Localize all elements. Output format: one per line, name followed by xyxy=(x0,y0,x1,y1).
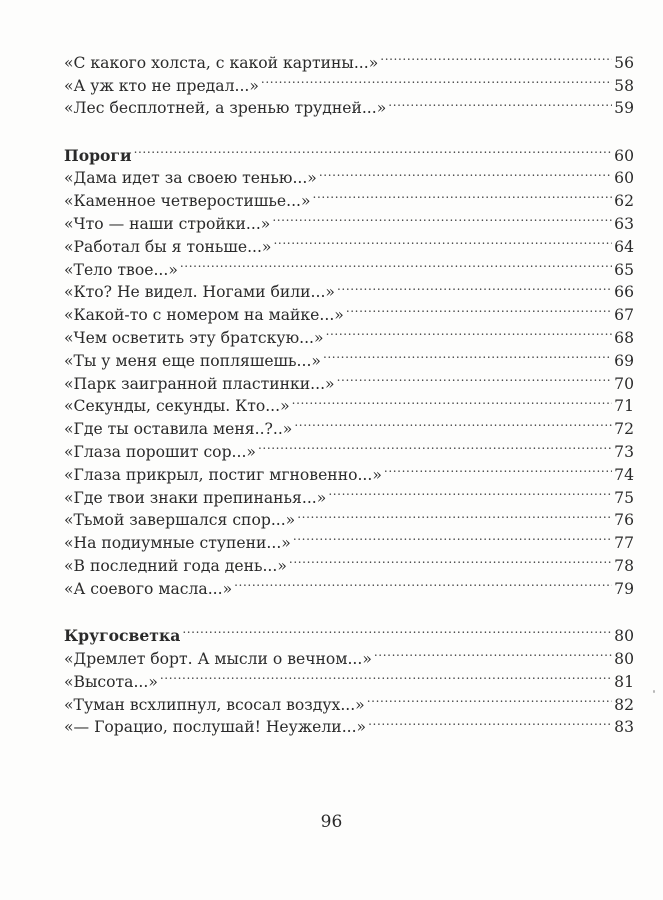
entry-title: «Тьмой завершался спор...» xyxy=(64,511,296,530)
leader-dots xyxy=(313,183,612,206)
section-heading xyxy=(64,138,634,165)
entry-page-number: 79 xyxy=(614,579,634,598)
leader-dots xyxy=(258,434,612,457)
table-of-contents xyxy=(64,45,634,737)
leader-dots xyxy=(134,138,612,161)
entry-page-number: 82 xyxy=(614,695,634,714)
leader-dots xyxy=(388,91,612,114)
leader-dots xyxy=(289,548,612,571)
entry-page-number: 59 xyxy=(614,99,634,118)
entry-title: «С какого холста, с какой картины...» xyxy=(64,53,379,72)
leader-dots xyxy=(293,525,612,548)
entry-title: «Туман всхлипнул, всосал воздух...» xyxy=(64,695,365,714)
entry-page-number: 64 xyxy=(614,237,634,256)
leader-dots xyxy=(294,411,612,434)
toc-section-krugosvetka xyxy=(64,618,634,737)
entry-title: «Каменное четверостишье...» xyxy=(64,192,311,211)
entry-title: «Секунды, секунды. Кто...» xyxy=(64,397,290,416)
entry-title: «Чем осветить эту братскую...» xyxy=(64,329,324,348)
entry-title: «Дама идет за своею тенью...» xyxy=(64,169,317,188)
entry-page-number: 66 xyxy=(614,283,634,302)
section-heading xyxy=(64,618,634,646)
section-heading-title: Пороги xyxy=(64,145,132,165)
leader-dots xyxy=(384,457,612,480)
entry-title: «На подиумные ступени...» xyxy=(64,534,291,553)
entry-page-number: 67 xyxy=(614,306,634,325)
leader-dots xyxy=(182,618,612,641)
leader-dots xyxy=(337,275,612,298)
toc-section-porogi xyxy=(64,138,634,598)
leader-dots xyxy=(292,389,612,412)
entry-title: «А уж кто не предал...» xyxy=(64,76,259,95)
entry-page-number: 71 xyxy=(614,397,634,416)
entry-title: «Какой-то с номером на майке...» xyxy=(64,306,344,325)
toc-entry xyxy=(64,45,634,72)
entry-title: «Ты у меня еще попляшешь...» xyxy=(64,351,321,370)
section-heading-title: Кругосветка xyxy=(64,626,181,646)
entry-title: «— Горацио, послушай! Неужели...» xyxy=(64,718,367,737)
entry-page-number: 76 xyxy=(614,511,634,530)
leader-dots xyxy=(326,320,612,343)
entry-title: «Что — наши стройки...» xyxy=(64,215,271,234)
entry-page-number: 72 xyxy=(614,420,634,439)
entry-page-number: 78 xyxy=(614,557,634,576)
entry-page-number: 83 xyxy=(614,718,634,737)
entry-page-number: 63 xyxy=(614,215,634,234)
entry-title: «Глаза порошит сор...» xyxy=(64,443,256,462)
entry-page-number: 68 xyxy=(614,329,634,348)
section-heading-page-number: 80 xyxy=(614,627,634,646)
entry-page-number: 62 xyxy=(614,192,634,211)
leader-dots xyxy=(261,68,612,91)
entry-page-number: 70 xyxy=(614,374,634,393)
entry-title: «В последний года день...» xyxy=(64,557,287,576)
entry-title: «Лес бесплотней, а зренью трудней...» xyxy=(64,99,387,118)
entry-title: «Дремлет борт. А мысли о вечном...» xyxy=(64,649,372,668)
paper-speck xyxy=(653,690,655,693)
leader-dots xyxy=(160,664,612,687)
leader-dots xyxy=(319,161,612,184)
entry-page-number: 60 xyxy=(614,169,634,188)
entry-title: «Глаза прикрыл, постиг мгновенно...» xyxy=(64,465,382,484)
entry-page-number: 56 xyxy=(614,53,634,72)
section-heading-page-number: 60 xyxy=(614,146,634,165)
entry-title: «Кто? Не видел. Ногами били...» xyxy=(64,283,335,302)
toc-entry xyxy=(64,161,634,188)
entry-title: «Высота...» xyxy=(64,672,158,691)
page-number: 96 xyxy=(320,812,343,832)
entry-title: «Парк заигранной пластинки...» xyxy=(64,374,335,393)
leader-dots xyxy=(272,206,612,229)
entry-page-number: 81 xyxy=(614,672,634,691)
toc-section-1 xyxy=(64,45,634,118)
leader-dots xyxy=(180,252,612,275)
entry-title: «Где твои знаки препинанья...» xyxy=(64,488,327,507)
leader-dots xyxy=(297,503,612,526)
entry-page-number: 80 xyxy=(614,649,634,668)
entry-page-number: 69 xyxy=(614,351,634,370)
leader-dots xyxy=(328,480,612,503)
entry-title: «Где ты оставила меня..?..» xyxy=(64,420,293,439)
entry-page-number: 58 xyxy=(614,76,634,95)
entry-title: «А соевого масла...» xyxy=(64,579,233,598)
entry-page-number: 77 xyxy=(614,534,634,553)
leader-dots xyxy=(374,641,612,664)
entry-title: «Тело твое...» xyxy=(64,260,178,279)
leader-dots xyxy=(323,343,612,366)
leader-dots xyxy=(346,297,612,320)
leader-dots xyxy=(273,229,612,252)
entry-page-number: 74 xyxy=(614,465,634,484)
leader-dots xyxy=(367,687,612,710)
leader-dots xyxy=(337,366,612,389)
entry-title: «Работал бы я тоньше...» xyxy=(64,237,272,256)
entry-page-number: 65 xyxy=(614,260,634,279)
entry-page-number: 73 xyxy=(614,443,634,462)
entry-page-number: 75 xyxy=(614,488,634,507)
leader-dots xyxy=(380,45,612,68)
leader-dots xyxy=(368,710,612,733)
leader-dots xyxy=(234,571,612,594)
